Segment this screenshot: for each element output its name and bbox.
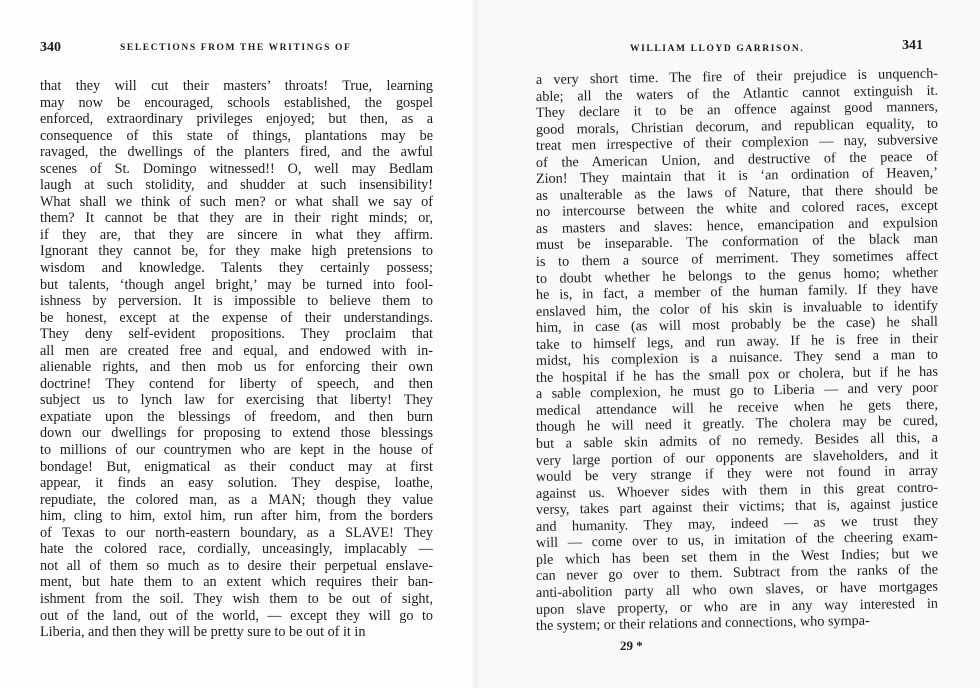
- text-line: expatiate upon the blessings of freedom, and then burn: [40, 408, 433, 425]
- text-line: consequence of this state of things, plantations may be: [40, 127, 433, 144]
- text-line: scenes of St. Domingo witnessed!! O, well may Bedlam: [40, 160, 433, 177]
- text-line: versy, takes part against their victims; that is, against justice: [535, 495, 939, 519]
- text-line: but a sable skin admits of no remedy. Besides all this, a: [535, 429, 939, 453]
- text-line: Zion! They maintain that it is ‘an ordination of Heaven,’: [535, 164, 939, 188]
- text-line: not all of them so much as to desire their perpetual enslave-: [40, 557, 433, 574]
- text-line: What shall we think of such men? or what shall we say of: [40, 193, 433, 210]
- text-line: against us. Whoever sides with them in this great contro-: [535, 479, 939, 502]
- text-line: to doubt whether he belongs to the genus homo; whether: [535, 264, 939, 287]
- text-line: doctrine! They contend for liberty of speech, and then: [40, 375, 433, 392]
- text-line: Liberia, and then they will be pretty sure to be out of it in: [40, 624, 366, 641]
- text-line: is to them a source of merriment. They sometimes affect: [535, 247, 939, 271]
- text-line: They declare it to be an offence against good manners,: [535, 98, 939, 122]
- text-line: upon slave property, or who are in any way interested in: [535, 595, 939, 618]
- text-line: enslaved him, the color of his skin is invaluable to identify: [535, 297, 939, 320]
- text-line: if they are, that they are sincere in what they affirm.: [40, 226, 433, 243]
- text-line: would be very strange if they were not found in array: [535, 462, 939, 486]
- text-line: may now be encouraged, schools established, the gospel: [40, 94, 433, 111]
- text-line: subject us to lynch law for exercising that liberty! They: [40, 392, 433, 409]
- text-line: treat men irrespective of their complexion — nay, subversive: [535, 131, 939, 155]
- text-line: ment, but hate them to an extent which requires their ban-: [40, 574, 433, 591]
- text-line: down our dwellings for proposing to extend those blessings: [40, 425, 433, 442]
- text-line: ravaged, the dwellings of the planters fired, and the awful: [40, 144, 433, 161]
- text-line: will — come over to us, in imitation of the cheering exam-: [535, 528, 939, 552]
- text-line: him, in case (as will most probably be the case) he shall: [535, 313, 939, 337]
- text-line: hate the colored race, cordially, unceasingly, implacably —: [40, 541, 433, 558]
- text-line: anti-abolition party all who own slaves, or have mortgages: [535, 578, 939, 601]
- text-line: must be inseparable. The conformation of the black man: [535, 231, 939, 254]
- text-line: ishness by perversion. It is impossible to believe them to: [40, 293, 433, 310]
- text-line: a sable complexion, he must go to Liberia — and very poor: [535, 380, 939, 403]
- text-line: enforced, extraordinary privileges enjoyed; but then, as a: [40, 111, 433, 128]
- page-number-right: 341: [902, 38, 923, 53]
- text-line: midst, his complexion is a nuisance. They send a man to: [535, 346, 939, 370]
- text-line: can never go over to them. Subtract from the ranks of the: [535, 562, 939, 585]
- text-line: but talents, ‘though angel bright,’ may be turned into fool-: [40, 276, 433, 293]
- text-line: laugh at such stolidity, and shudder at such insensibility!: [40, 177, 433, 194]
- text-line: alienable rights, and then mob us for enforcing their own: [40, 359, 433, 376]
- text-line: him, cling to him, extol him, run after him, from the borders: [40, 508, 433, 525]
- text-line: medical attendance will he receive when he gets there,: [535, 396, 939, 419]
- page-number-left: 340: [40, 40, 61, 55]
- text-line: of the American Union, and destructive of the peace of: [535, 148, 939, 171]
- text-line: to millions of our countrymen who are kept in the house of: [40, 442, 433, 459]
- text-line: able; all the waters of the Atlantic cannot extinguish it.: [535, 82, 939, 105]
- text-line: bondage! But, enigmatical as their conduct may at first: [40, 458, 433, 475]
- text-line: take to himself legs, and run away. If he is free in their: [535, 330, 939, 353]
- text-line: though he will need it greatly. The cholera may be cured,: [535, 413, 939, 436]
- text-line: them? It cannot be that they are in their right minds; or,: [40, 210, 433, 227]
- text-line: repudiate, the colored man, as a MAN; though they value: [40, 491, 433, 508]
- text-line: no intercourse between the white and colored races, except: [535, 198, 939, 221]
- text-line: of Texas to our north-eastern boundary, as a SLAVE! They: [40, 524, 433, 541]
- left-page: [0, 0, 478, 688]
- text-line: out of the land, out of the world, — except they will go to: [40, 607, 433, 624]
- text-line: a very short time. The fire of their prejudice is unquench-: [535, 65, 939, 88]
- text-line: that they will cut their masters’ throats! True, learning: [40, 78, 433, 94]
- text-line: and humanity. They may, indeed — as we trust they: [535, 512, 939, 535]
- text-line: the system; or their relations and connections, who sympa-: [535, 612, 870, 635]
- running-head-right: WILLIAM LLOYD GARRISON.: [630, 44, 805, 54]
- text-line: he is, in fact, a member of the human family. If they have: [535, 280, 939, 304]
- right-page-text: [535, 65, 939, 635]
- text-line: all men are created free and equal, and endowed with in-: [40, 342, 433, 359]
- left-page-text: [40, 78, 433, 641]
- text-line: appear, it finds an easy solution. They despise, loathe,: [40, 475, 433, 492]
- signature-mark: 29 *: [620, 638, 643, 653]
- text-line: good morals, Christian decorum, and republican equality, to: [535, 115, 939, 138]
- text-line: wisdom and knowledge. Talents they certainly possess;: [40, 260, 433, 277]
- text-line: Ignorant they cannot be, for they make high pretensions to: [40, 243, 433, 260]
- text-line: ple which has been set them in the West Indies; but we: [535, 545, 939, 568]
- text-line: ishment from the soil. They wish them to be out of sight,: [40, 590, 433, 607]
- running-head-left: SELECTIONS FROM THE WRITINGS OF: [120, 43, 352, 53]
- text-line: as unalterable as the laws of Nature, that there should be: [535, 181, 939, 204]
- text-line: be honest, except at the expense of their understandings.: [40, 309, 433, 326]
- text-line: They deny self-evident propositions. They proclaim that: [40, 326, 433, 343]
- text-line: as masters and slaves: hence, emancipation and expulsion: [535, 214, 939, 237]
- right-page: [478, 0, 980, 688]
- text-line: very large portion of our opponents are slaveholders, and it: [535, 446, 939, 469]
- text-line: the hospital if he has the small pox or cholera, but if he has: [535, 363, 939, 386]
